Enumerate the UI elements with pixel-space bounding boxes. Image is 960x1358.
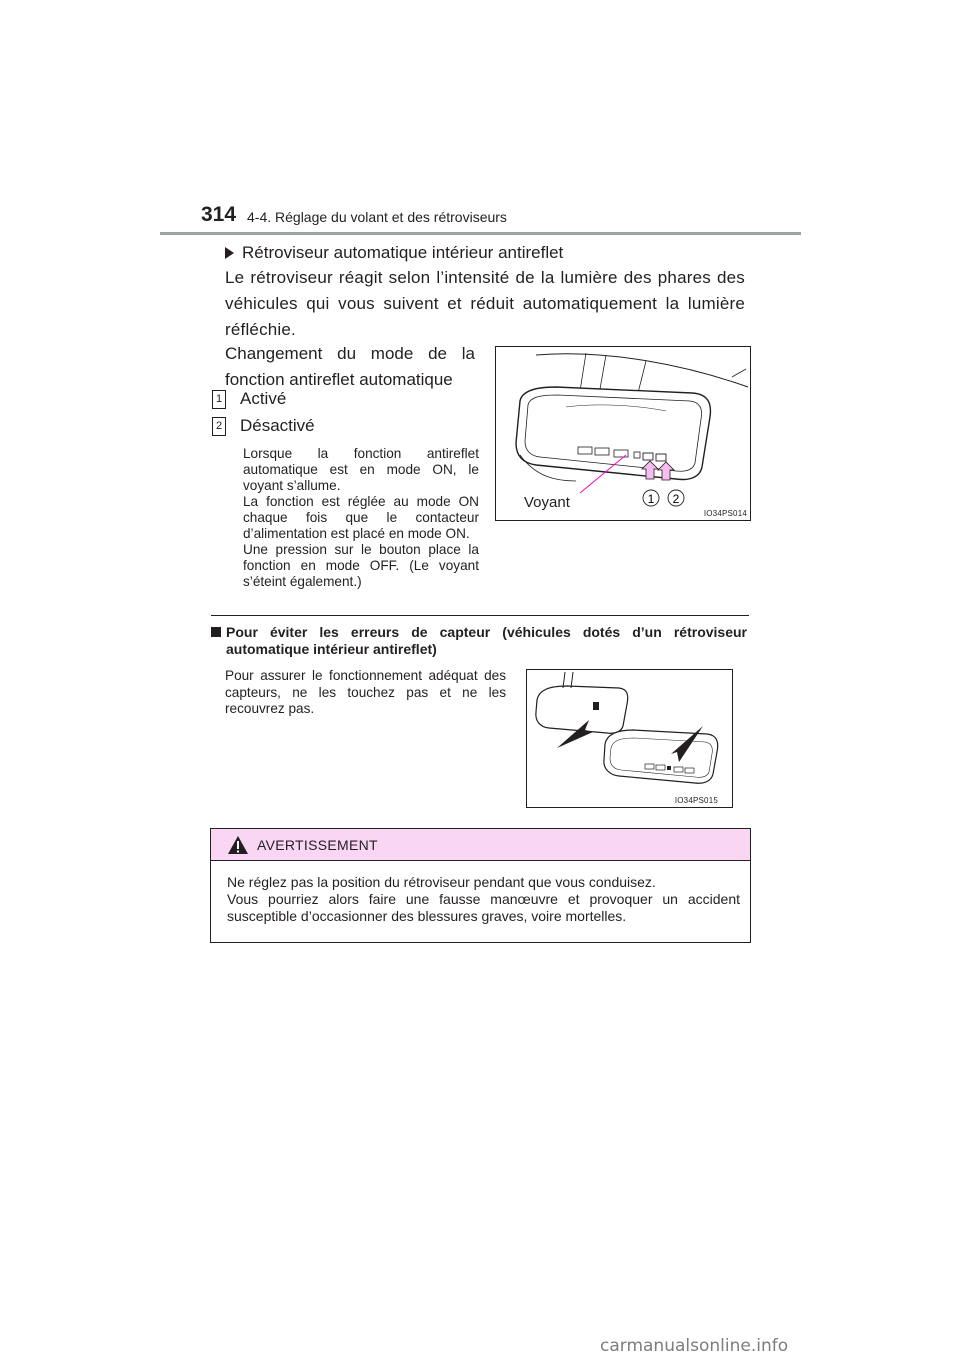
warning-icon bbox=[227, 835, 249, 855]
note-text bbox=[243, 446, 479, 590]
chapter-title: 4-4. Réglage du volant et des rétroviseurs bbox=[247, 209, 507, 225]
subheading-text: Rétroviseur automatique intérieur antireflet bbox=[242, 243, 564, 262]
intro-paragraph: Le rétroviseur réagit selon l’intensité de la lumière des phares des véhicules qui vous suivent et réduit automatiquement la lumière réfléchie. bbox=[225, 268, 745, 339]
figure-code: IO34PS014 bbox=[703, 509, 747, 518]
triangle-bullet-icon bbox=[225, 247, 234, 259]
item-label: Désactivé bbox=[240, 416, 315, 435]
number-badge: 1 bbox=[212, 390, 226, 409]
callout-2: 2 bbox=[672, 492, 680, 506]
page-number: 314 bbox=[201, 203, 237, 226]
section-heading-text: Pour éviter les erreurs de capteur (véhicules dotés d’un rétroviseur automatique intérieur antireflet) bbox=[226, 624, 747, 657]
header-rule bbox=[160, 232, 801, 235]
item-deactivated bbox=[212, 416, 315, 436]
item-activated bbox=[212, 389, 286, 409]
sensor-figure bbox=[526, 669, 733, 808]
note-line: Lorsque la fonction antireflet automatique est en mode ON, le voyant s’allume. bbox=[243, 446, 479, 493]
callout-1: 1 bbox=[647, 492, 655, 506]
sensor-paragraph: Pour assurer le fonctionnement adéquat des capteurs, ne les touchez pas et ne les recouvrez pas. bbox=[225, 668, 506, 716]
warning-header bbox=[211, 829, 750, 861]
item-label: Activé bbox=[240, 389, 287, 408]
sensor-illustration bbox=[527, 670, 732, 807]
figure-code: IO34PS015 bbox=[674, 796, 718, 805]
warning-line: Ne réglez pas la position du rétroviseur pendant que vous conduisez. bbox=[227, 874, 656, 890]
section-heading bbox=[211, 624, 747, 658]
watermark: carmanualsonline.info bbox=[600, 1336, 789, 1356]
note-line: La fonction est réglée au mode ON chaque fois que le contacteur d’alimentation est placé en mode ON. bbox=[243, 494, 479, 541]
note-line: Une pression sur le bouton place la fonction en mode OFF. (Le voyant s’éteint également.) bbox=[243, 542, 479, 589]
section-divider bbox=[211, 615, 749, 616]
square-bullet-icon bbox=[211, 627, 221, 637]
warning-line: Vous pourriez alors faire une fausse manœuvre et provoquer un accident susceptible d’occasionner des blessures graves, voire mortelles. bbox=[227, 891, 740, 924]
number-badge: 2 bbox=[212, 417, 226, 436]
warning-box bbox=[210, 828, 751, 943]
mirror-figure bbox=[495, 346, 751, 521]
mirror-illustration bbox=[496, 347, 750, 520]
warning-body bbox=[211, 861, 750, 925]
mode-change-text: Changement du mode de la fonction antireflet automatique bbox=[225, 344, 475, 389]
subheading bbox=[225, 243, 563, 263]
warning-title: AVERTISSEMENT bbox=[257, 836, 378, 853]
voyant-label: Voyant bbox=[524, 494, 570, 511]
